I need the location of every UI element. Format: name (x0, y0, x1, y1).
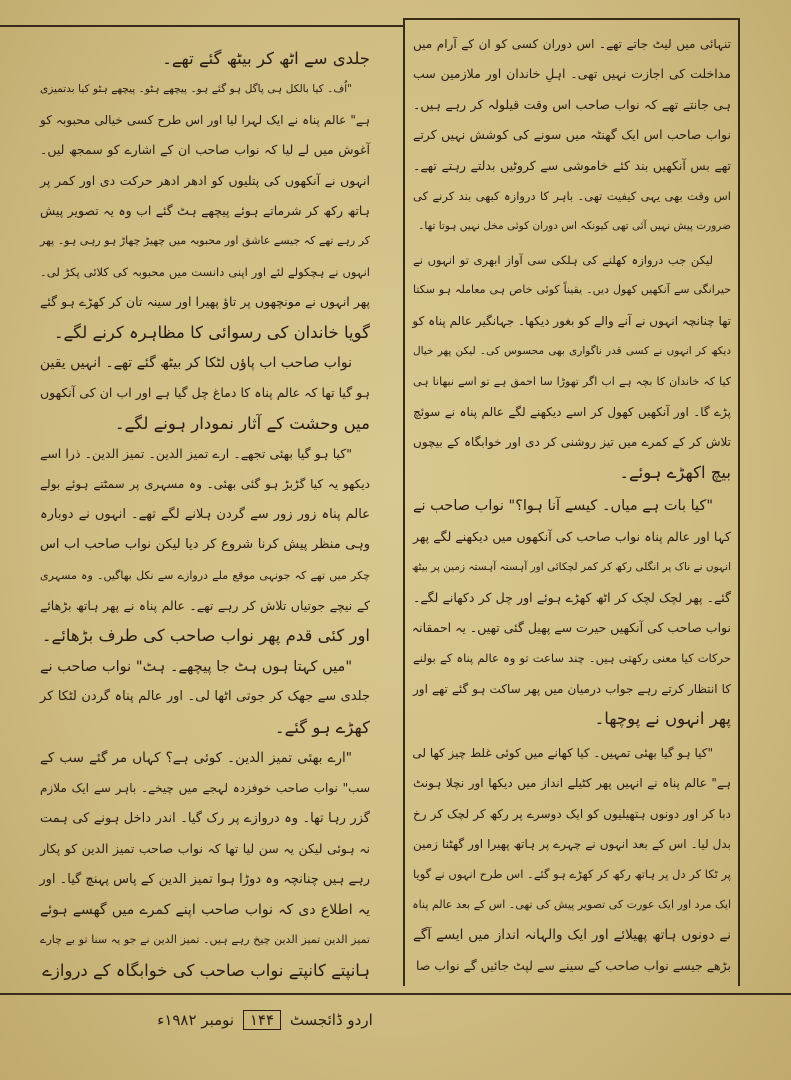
text-line: ایک مرد اور ایک عورت کی تصویر پیش کی تھی۔ اس کے بعد عالم پناہ (412, 897, 731, 911)
text-line: انہوں نے آنکھوں کی پتلیوں کو ادھر ادھر حرکت دی اور کمر پر (40, 172, 370, 188)
article-column-right (413, 29, 731, 981)
text-line: نواب صاحب اس ایک گھنٹہ میں سونے کی کوشش نہیں کرتے (413, 127, 731, 143)
text-line: پھر انہوں نے پوچھا۔ (594, 709, 731, 729)
text-line: تلاش کر کے کمرے میں تیز روشنی کر دی اور خوابگاہ کے بیچوں (413, 435, 731, 450)
bottom-rule (0, 993, 791, 995)
text-line: اور کئی قدم پھر نواب صاحب کی طرف بڑھائے۔ (41, 626, 370, 646)
text-line: تمیز الدین تمیز الدین چیخ رہے ہیں۔ تمیز الدین نے جو یہ سنا تو بے چارے (40, 933, 370, 947)
text-line: انہوں نے ناک پر انگلی رکھ کر کمر لچکائی اور آہستہ آہستہ زمین پر بیٹھ (411, 561, 731, 574)
text-line: بڑھے جیسے نواب صاحب کے سینے سے لپٹ جائیں گے نواب صا (415, 957, 731, 973)
text-line: میں وحشت کے آثار نمودار ہونے لگے۔ (114, 413, 370, 433)
text-line: دیکھو یہ کیا گڑبڑ ہو گئی بھئی۔ وہ مسہری پر سمٹتے ہوئے بولے (40, 477, 370, 492)
text-line: "اُف۔ کیا بالکل ہی پاگل ہو گئے ہو۔ پیچھے ہٹو۔ پیچھے ہٹو کیا بدتمیزی (40, 83, 352, 96)
page-footer (0, 1010, 530, 1030)
text-line: سب" نواب صاحب خوفزدہ لہجے میں چیخے۔ باہر سے ایک ملازم (40, 781, 370, 796)
paragraph (40, 743, 370, 986)
text-line: گئے۔ پھر لچک لچک کر اٹھ کھڑے ہوئے اور چل کر دکھانے لگے۔ (413, 589, 731, 605)
box-right-rule (738, 18, 740, 986)
text-line: نواب صاحب کی آنکھیں حیرت سے پھیل گئی تھیں۔ یہ احمقانہ (411, 620, 731, 636)
paragraph (40, 44, 370, 74)
text-line: ہے" عالم پناہ نے انہیں پھر کٹیلے انداز میں دیکھا اور نچلا ہونٹ (413, 776, 731, 791)
text-line: اس وقت بھی یہی کیفیت تھی۔ باہر کا دروازہ کبھی بند کرنے کی (413, 188, 731, 203)
paragraph (40, 652, 370, 743)
text-line: انہوں نے ہچکولے لئے اور اپنی دانست میں محبوبہ کی کلائی پکڑ لی۔ (40, 264, 370, 279)
paragraph (40, 348, 370, 439)
text-line: رہے ہیں چنانچہ وہ دوڑا ہوا تمیز الدین کے پاس پہنچ گیا۔ اور (39, 871, 370, 887)
text-line: تھا چنانچہ انہوں نے آنے والے کو بغور دیکھا۔ جہانگیر عالم پناہ کو (412, 313, 731, 328)
text-line: جلدی سے اٹھ کر بیٹھ گئے تھے۔ (162, 49, 370, 68)
text-line: تھے بس آنکھیں بند کئے خاموشی سے کروٹیں بدلتے رہتے تھے۔ (413, 157, 731, 173)
paragraph (413, 738, 731, 981)
text-line: نے دونوں ہاتھ پھیلائے اور ایک والہانہ انداز میں ایسے آگے (413, 927, 731, 944)
text-line: کیا کہ خاندان کا بچہ ہے اب اگر تھوڑا سا احمق ہے تو اسے نبھانا ہی (413, 374, 731, 388)
text-line: گویا خاندان کی رسوائی کا مظاہرہ کرنے لگے۔ (53, 322, 370, 342)
text-line: "کیا بات ہے میاں۔ کیسے آنا ہوا؟" نواب صاحب نے (413, 498, 713, 515)
text-line: کھڑے ہو گئے۔ (274, 717, 370, 737)
text-line: وہی منظر پیش کرنا شروع کر دیا لیکن نواب صاحب اب اس (40, 537, 370, 553)
text-line: ضرورت پیش نہیں آئی تھی کیونکہ اس دوران کوئی مخل نہیں ہوتا تھا۔ (418, 220, 731, 233)
magazine-name: اردو ڈائجسٹ (289, 1011, 373, 1029)
text-line: حیرانگی سے آنکھیں کھول دیں۔ یقیناً کوئی خاص ہی معاملہ ہو سکتا (413, 283, 731, 297)
text-line: آغوش میں لے لیا کہ نواب صاحب ان کے اشارے کو سمجھ لیں۔ (40, 142, 370, 158)
text-line: "ارے بھئی تمیز الدین۔ کوئی ہے؟ کہاں مر گئے سب کے (40, 749, 352, 766)
text-line: بیچ اکھڑے ہوئے۔ (619, 462, 731, 482)
text-line: کر رہے تھے کہ جیسے عاشق اور محبوبہ میں چھیڑ چھاڑ ہو رہی ہو۔ پھر (40, 234, 370, 248)
text-line: جلدی سے جھک کر جوتی اٹھا لی۔ اور عالم پناہ گردن لٹکا کر (40, 689, 370, 705)
text-line: ہی جانتے تھے کہ نواب صاحب اس وقت قیلولہ کر رہے ہیں۔ (413, 96, 731, 112)
issue-date: نومبر ۱۹۸۲ء (157, 1011, 235, 1029)
text-line: نواب صاحب اب پاؤں لٹکا کر بیٹھ گئے تھے۔ انہیں یقین (39, 354, 352, 371)
page-number: ۱۴۴ (243, 1010, 281, 1030)
text-line: ہو گیا تھا کہ عالم پناہ کا دماغ چل گیا ہے اور اب ان کی آنکھوں (40, 385, 370, 401)
text-line: لیکن جب دروازہ کھلنے کی ہلکی سی آواز ابھری تو انہوں نے (413, 253, 713, 268)
text-line: چکر میں تھے کہ جونہی موقع ملے دروازے سے نکل بھاگیں۔ وہ مسہری (40, 568, 370, 582)
column-divider (403, 18, 405, 986)
top-rule-left (0, 25, 404, 27)
box-top-rule (403, 18, 739, 20)
paragraph (40, 74, 370, 348)
text-line: کا انتظار کرتے رہے جواب درمیان میں پھر ساکت ہو گئے تھے اور (413, 681, 731, 696)
text-line: دیکھ کر انہوں نے کسی قدر ناگواری بھی محسوس کی۔ لیکن پھر خیال (413, 345, 731, 358)
text-line: پر ٹکا کر دل پر ہاتھ رکھ کر کھڑے ہو گئے۔ اس طرح انہوں نے گویا (413, 867, 731, 882)
text-line: نہ ہوئی لیکن یہ سن لیا تھا کہ نواب صاحب تمیز الدین کو پکار (40, 841, 370, 857)
text-line: بدل لیا۔ اس کے بعد انہوں نے چہرے پر ہاتھ پھیرا اور گھٹنا زمین (413, 837, 731, 852)
text-line: حرکات کیا معنی رکھتی ہیں۔ چند ساعت تو وہ عالم پناہ کے بولنے (413, 651, 731, 666)
text-line: ہے" عالم پناہ نے ایک لہرا لیا اور اس طرح کسی خیالی محبوبہ کو (40, 112, 370, 127)
text-line: یہ اطلاع دی کہ نواب صاحب اپنے کمرے میں گھسے ہوئے (40, 901, 370, 918)
text-line: کہا اور عالم پناہ نواب صاحب کی آنکھوں میں دیکھنے لگے پھر (413, 528, 731, 544)
paragraph (413, 245, 731, 488)
text-line: مداخلت کی اجازت نہیں تھی۔ اہلِ خاندان اور ملازمین سب (413, 66, 731, 82)
paragraph (413, 491, 731, 734)
paragraph (40, 439, 370, 652)
text-line: ہانپتے کانپتے نواب صاحب کی خوابگاہ کے دروازے (42, 960, 370, 980)
text-line: کے نیچے جوتیاں تلاش کر رہے تھے۔ عالم پناہ نے پھر ہاتھ بڑھائے (40, 598, 370, 614)
paragraph (413, 29, 731, 242)
text-line: "میں کہتا ہوں ہٹ جا پیچھے۔ ہٹ" نواب صاحب نے (40, 658, 352, 675)
text-line: گزر رہا تھا۔ وہ دروازے پر رک گیا۔ اندر داخل ہونے کی ہمت (40, 810, 370, 826)
text-line: دبا کر اور دونوں ہتھیلیوں کو ایک دوسرے پر رکھ کر لچک کر رخ (413, 806, 731, 821)
article-column-left (40, 44, 370, 979)
text-line: عالم پناہ زور زور سے گردن ہلانے لگے تھے۔ انہوں نے دوبارہ (40, 506, 370, 522)
text-line: پڑے گا۔ اور آنکھیں کھول کر اسے دیکھنے لگے عالم پناہ نے سوئچ (413, 404, 731, 419)
text-line: ہاتھ رکھ کر شرماتے ہوئے پیچھے ہٹ گئے اب وہ یہ تصویر پیش (40, 202, 370, 218)
text-line: پھر انہوں نے مونچھوں پر تاؤ پھیرا اور سینہ تان کر کھڑے ہو گئے (40, 294, 370, 310)
text-line: "کیا ہو گیا بھئی تجھے۔ ارے تمیز الدین۔ تمیز الدین۔ ذرا اسے (40, 446, 352, 462)
text-line: "کیا ہو گیا بھئی تمہیں۔ کیا کھانے میں کوئی غلط چیز کھا لی (412, 745, 713, 760)
text-line: تنہائی میں لیٹ جاتے تھے۔ اس دوران کسی کو ان کے آرام میں (413, 37, 731, 51)
